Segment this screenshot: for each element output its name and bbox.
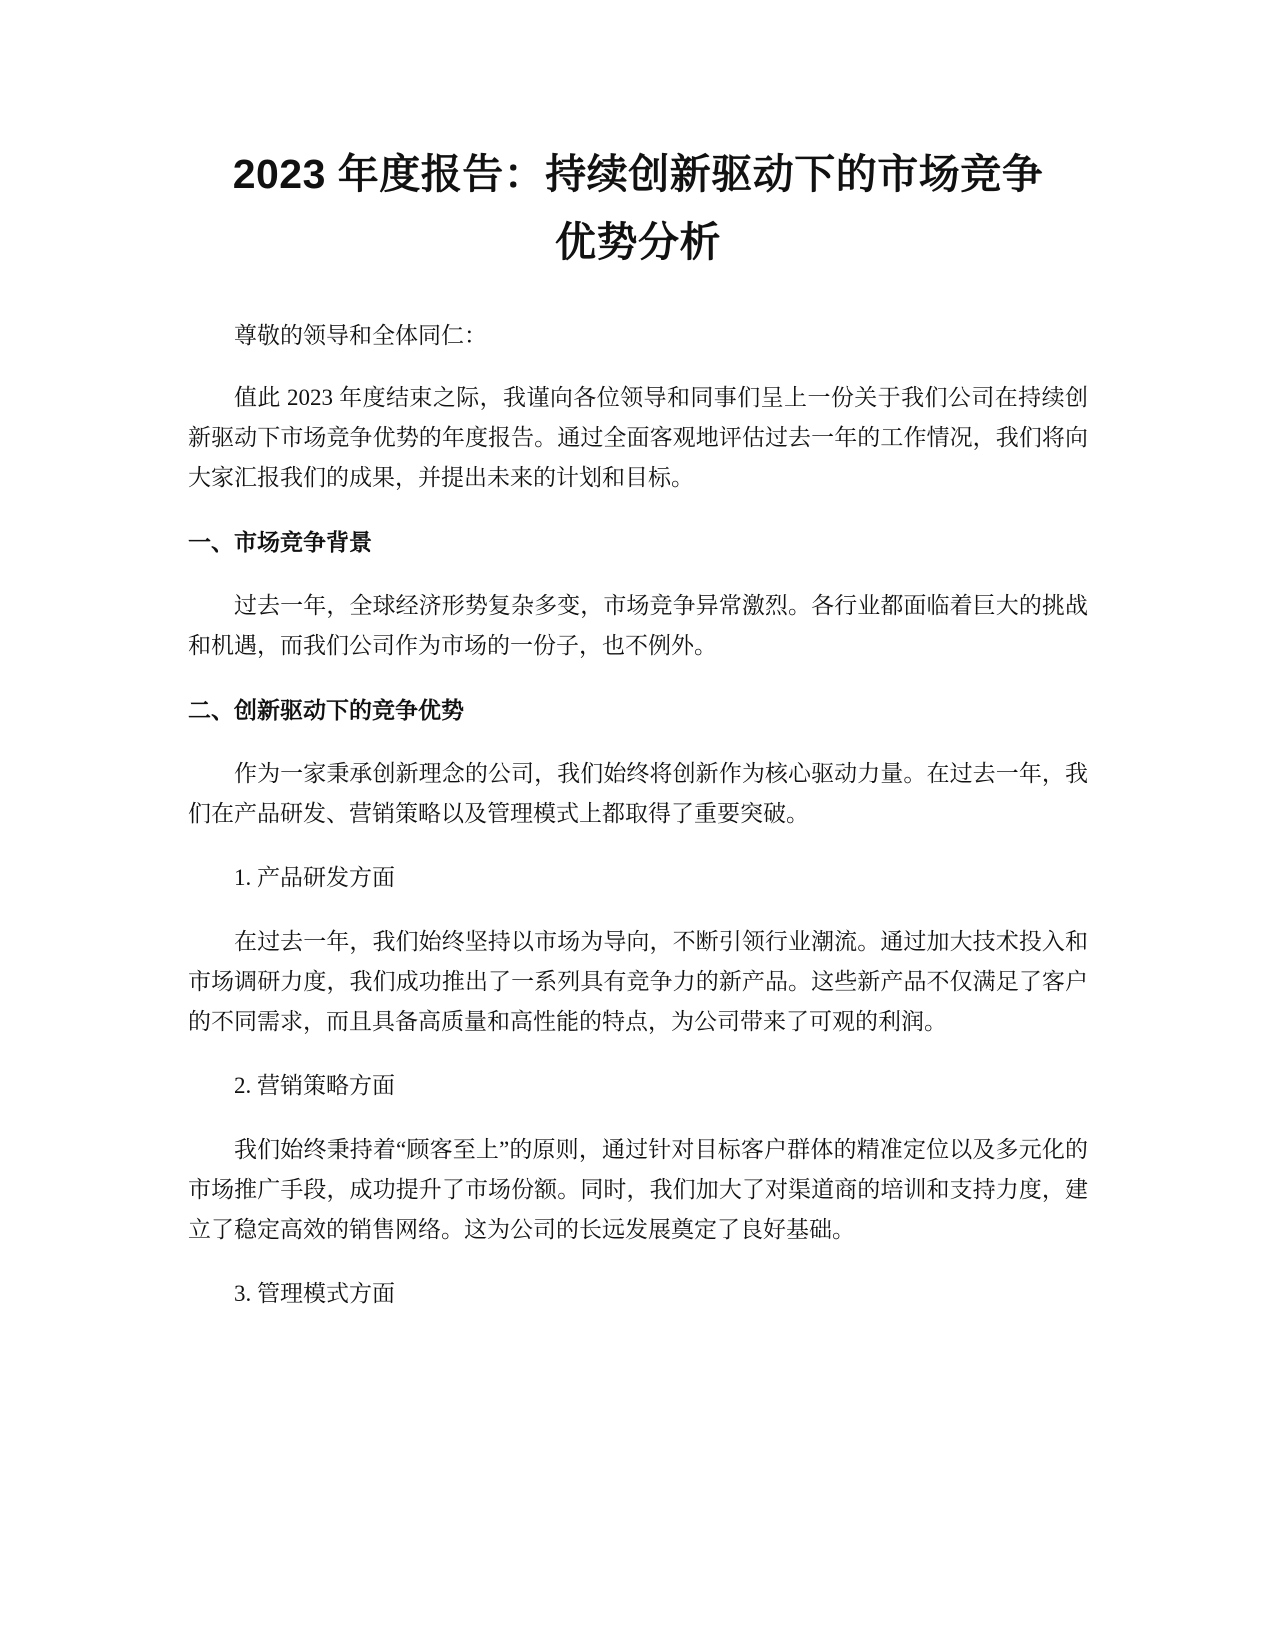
subsection-paragraph-product-rd: 在过去一年，我们始终坚持以市场为导向，不断引领行业潮流。通过加大技术投入和市场调研力度，我们成功推出了一系列具有竞争力的新产品。这些新产品不仅满足了客户的不同需求，而且具备高质量和高性能的特点，为公司带来了可观的利润。 (188, 929, 1088, 1034)
subsection-heading-management: 3. 管理模式方面 (234, 1281, 395, 1306)
document-title (188, 140, 1088, 276)
section-paragraph-market-background: 过去一年，全球经济形势复杂多变，市场竞争异常激烈。各行业都面临着巨大的挑战和机遇，而我们公司作为市场的一份子，也不例外。 (188, 593, 1088, 658)
intro-paragraph: 值此 2023 年度结束之际，我谨向各位领导和同事们呈上一份关于我们公司在持续创新驱动下市场竞争优势的年度报告。通过全面客观地评估过去一年的工作情况，我们将向大家汇报我们的成果，并提出未来的计划和目标。 (188, 385, 1088, 490)
title-line-1: 2023 年度报告：持续创新驱动下的市场竞争 (232, 151, 1044, 197)
title-line-2: 优势分析 (555, 219, 721, 265)
subsection-paragraph-marketing: 我们始终秉持着“顾客至上”的原则，通过针对目标客户群体的精准定位以及多元化的市场推广手段，成功提升了市场份额。同时，我们加大了对渠道商的培训和支持力度，建立了稳定高效的销售网络。这为公司的长远发展奠定了良好基础。 (188, 1137, 1088, 1242)
document-body (188, 140, 1088, 1338)
salutation: 尊敬的领导和全体同仁： (234, 323, 487, 348)
subsection-heading-marketing: 2. 营销策略方面 (234, 1073, 395, 1098)
section-heading-innovation-advantage: 二、创新驱动下的竞争优势 (188, 697, 464, 723)
section-heading-market-background: 一、市场竞争背景 (188, 529, 372, 555)
section-paragraph-innovation-advantage: 作为一家秉承创新理念的公司，我们始终将创新作为核心驱动力量。在过去一年，我们在产品研发、营销策略以及管理模式上都取得了重要突破。 (188, 761, 1088, 826)
subsection-heading-product-rd: 1. 产品研发方面 (234, 865, 395, 890)
